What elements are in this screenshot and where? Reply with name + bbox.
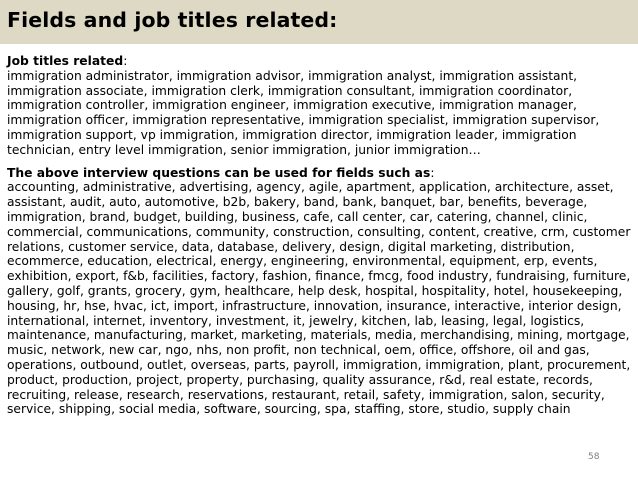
fields-line: ecommerce, education, electrical, energy, engineering, environmental, equipment, erp, events,: [7, 254, 598, 269]
job-titles-heading-colon: :: [123, 54, 128, 68]
fields-line: commercial, communications, community, construction, consulting, content, creative, crm, customer: [7, 224, 631, 239]
fields-line: music, network, new car, ngo, nhs, non profit, non technical, oem, office, offshore, oil and gas,: [7, 343, 590, 358]
fields-heading-label: The above interview questions can be used for fields such as: [7, 165, 431, 180]
fields-line: relations, customer service, data, database, delivery, design, digital marketing, distribution,: [7, 239, 575, 254]
fields-line: maintenance, manufacturing, market, marketing, materials, media, merchandising, mining, mortgage,: [7, 328, 630, 343]
fields-line: immigration, brand, budget, building, business, cafe, call center, car, catering, channel, clinic,: [7, 209, 588, 224]
section-gap: [7, 158, 631, 166]
job-titles-line: immigration associate, immigration clerk, immigration consultant, immigration coordinator,: [7, 83, 573, 98]
job-titles-line: immigration support, vp immigration, immigration director, immigration leader, immigration: [7, 127, 577, 142]
fields-line: gallery, golf, grants, grocery, gym, healthcare, help desk, hospital, hospitality, hotel, housekeeping,: [7, 283, 623, 298]
title-bar: [0, 0, 638, 44]
fields-line: product, production, project, property, purchasing, quality assurance, r&d, real estate, records,: [7, 372, 593, 387]
fields-line: operations, outbound, outlet, overseas, parts, payroll, immigration, immigration, plant, procurement,: [7, 357, 631, 372]
fields-line: assistant, audit, auto, automotive, b2b, bakery, band, bank, banquet, bar, benefits, beverage,: [7, 195, 588, 210]
fields-line: recruiting, release, research, reservations, restaurant, retail, safety, immigration, salon, security,: [7, 387, 605, 402]
fields-line: exhibition, export, f&b, facilities, factory, fashion, finance, fmcg, food industry, fundraising, furniture,: [7, 269, 631, 284]
job-titles-heading: [7, 54, 631, 69]
job-titles-line: technician, entry level immigration, senior immigration, junior immigration…: [7, 142, 481, 157]
fields-line: housing, hr, hse, hvac, ict, import, infrastructure, innovation, insurance, interactive, interior design,: [7, 298, 622, 313]
job-titles-heading-label: Job titles related: [7, 54, 124, 68]
slide-content: [7, 54, 631, 417]
job-titles-line: immigration administrator, immigration advisor, immigration analyst, immigration assistant,: [7, 68, 578, 83]
fields-line: international, internet, inventory, investment, it, jewelry, kitchen, lab, leasing, legal, logistics,: [7, 313, 585, 328]
fields-line: accounting, administrative, advertising, agency, agile, apartment, application, architecture, asset,: [7, 180, 614, 195]
fields-heading-colon: :: [430, 165, 435, 180]
job-titles-line: immigration officer, immigration representative, immigration specialist, immigration supervisor,: [7, 113, 600, 128]
fields-line: service, shipping, social media, software, sourcing, spa, staffing, store, studio, supply chain: [7, 402, 571, 417]
fields-heading: [7, 166, 631, 181]
job-titles-line: immigration controller, immigration engineer, immigration executive, immigration manager,: [7, 98, 577, 113]
page-number: 58: [588, 452, 600, 462]
slide-title: Fields and job titles related:: [7, 8, 338, 32]
